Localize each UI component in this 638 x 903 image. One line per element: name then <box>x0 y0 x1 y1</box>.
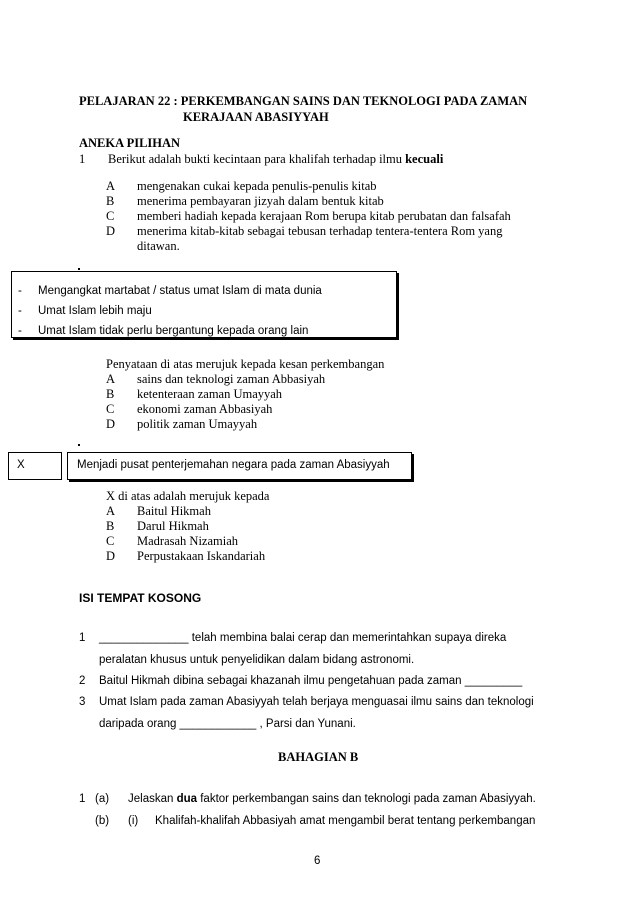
q2-statement-2: Umat Islam lebih maju <box>38 305 152 317</box>
q1-option-c-text: memberi hadiah kepada kerajaan Rom berupa kitab perubatan dan falsafah <box>137 209 511 223</box>
stray-mark <box>78 268 80 270</box>
q3-option-d-letter: D <box>106 549 116 563</box>
q3-x-text: Menjadi pusat penterjemahan negara pada zaman Abasiyyah <box>77 459 390 471</box>
q1-option-d-continuation: ditawan. <box>137 239 180 253</box>
fill-item-3-line2: daripada orang ____________ , Parsi dan Yunani. <box>99 718 356 730</box>
bullet-dash: - <box>18 285 22 297</box>
section-heading-isi-tempat-kosong: ISI TEMPAT KOSONG <box>79 591 202 605</box>
q3-option-c-letter: C <box>106 534 115 548</box>
q3-option-a-text: Baitul Hikmah <box>137 504 211 518</box>
q1-option-c-letter: C <box>106 209 115 223</box>
bullet-dash: - <box>18 305 22 317</box>
q3-x-label-box <box>8 452 62 480</box>
fill-item-2-number: 2 <box>79 675 86 687</box>
q3-option-b-text: Darul Hikmah <box>137 519 209 533</box>
page-title-line1: PELAJARAN 22 : PERKEMBANGAN SAINS DAN TEKNOLOGI PADA ZAMAN <box>79 94 528 108</box>
fill-item-2-line1: Baitul Hikmah dibina sebagai khazanah ilmu pengetahuan pada zaman _________ <box>99 675 523 687</box>
q1-option-d-text: menerima kitab-kitab sebagai tebusan terhadap tentera-tentera Rom yang <box>137 224 503 238</box>
fill-item-1-number: 1 <box>79 632 86 644</box>
fill-item-1-line1: ______________ telah membina balai cerap dan memerintahkan supaya direka <box>99 632 507 644</box>
q2-statement-3: Umat Islam tidak perlu bergantung kepada orang lain <box>38 325 309 337</box>
q2-option-b-letter: B <box>106 387 115 401</box>
q3-x-text-box <box>67 452 412 480</box>
q1-option-b-text: menerima pembayaran jizyah dalam bentuk kitab <box>137 194 384 208</box>
q2-option-c-text: ekonomi zaman Abbasiyah <box>137 402 273 416</box>
q2-option-a-text: sains dan teknologi zaman Abbasiyah <box>137 372 326 386</box>
q2-option-d-text: politik zaman Umayyah <box>137 417 258 431</box>
b-q1b-sub: (i) <box>128 815 139 827</box>
b-q1b-text: Khalifah-khalifah Abbasiyah amat mengambil berat tentang perkembangan <box>155 815 536 827</box>
q1-number: 1 <box>79 152 86 166</box>
page-title-line2: KERAJAAN ABASIYYAH <box>183 110 329 124</box>
b-q1a-post: faktor perkembangan sains dan teknologi pada zaman Abasiyyah. <box>197 793 536 805</box>
b-q1a-part: (a) <box>95 793 110 805</box>
q1-stem-text: Berikut adalah bukti kecintaan para khalifah terhadap ilmu <box>108 152 406 166</box>
q2-option-c-letter: C <box>106 402 115 416</box>
q1-option-a-letter: A <box>106 179 116 193</box>
q2-option-a-letter: A <box>106 372 116 386</box>
q2-stem: Penyataan di atas merujuk kepada kesan perkembangan <box>106 357 385 371</box>
b-q1a-text <box>128 793 536 805</box>
q3-option-c-text: Madrasah Nizamiah <box>137 534 239 548</box>
stray-mark <box>78 444 80 446</box>
q1-option-a-text: mengenakan cukai kepada penulis-penulis kitab <box>137 179 377 193</box>
q1-option-d-letter: D <box>106 224 116 238</box>
q3-option-b-letter: B <box>106 519 115 533</box>
q2-statement-box <box>11 271 397 338</box>
b-q1a-pre: Jelaskan <box>128 793 177 805</box>
fill-item-3-number: 3 <box>79 696 86 708</box>
q2-option-d-letter: D <box>106 417 116 431</box>
page-number: 6 <box>314 855 321 867</box>
q3-option-d-text: Perpustakaan Iskandariah <box>137 549 266 563</box>
bullet-dash: - <box>18 325 22 337</box>
q3-option-a-letter: A <box>106 504 116 518</box>
b-q1b-part: (b) <box>95 815 110 827</box>
b-q1a-bold: dua <box>176 793 198 805</box>
q1-stem-bold: kecuali <box>405 152 444 166</box>
q2-option-b-text: ketenteraan zaman Umayyah <box>137 387 283 401</box>
fill-item-1-line2: peralatan khusus untuk penyelidikan dalam bidang astronomi. <box>99 654 415 666</box>
q1-option-b-letter: B <box>106 194 115 208</box>
fill-item-3-line1: Umat Islam pada zaman Abasiyyah telah berjaya menguasai ilmu sains dan teknologi <box>99 696 534 708</box>
q3-stem: X di atas adalah merujuk kepada <box>106 489 270 503</box>
q1-stem <box>108 152 443 167</box>
q2-statement-1: Mengangkat martabat / status umat Islam di mata dunia <box>38 285 322 297</box>
b-q1-number: 1 <box>79 793 86 805</box>
q3-x-label: X <box>17 459 25 471</box>
section-heading-aneka-pilihan: ANEKA PILIHAN <box>79 136 181 150</box>
section-heading-bahagian-b: BAHAGIAN B <box>278 750 359 764</box>
